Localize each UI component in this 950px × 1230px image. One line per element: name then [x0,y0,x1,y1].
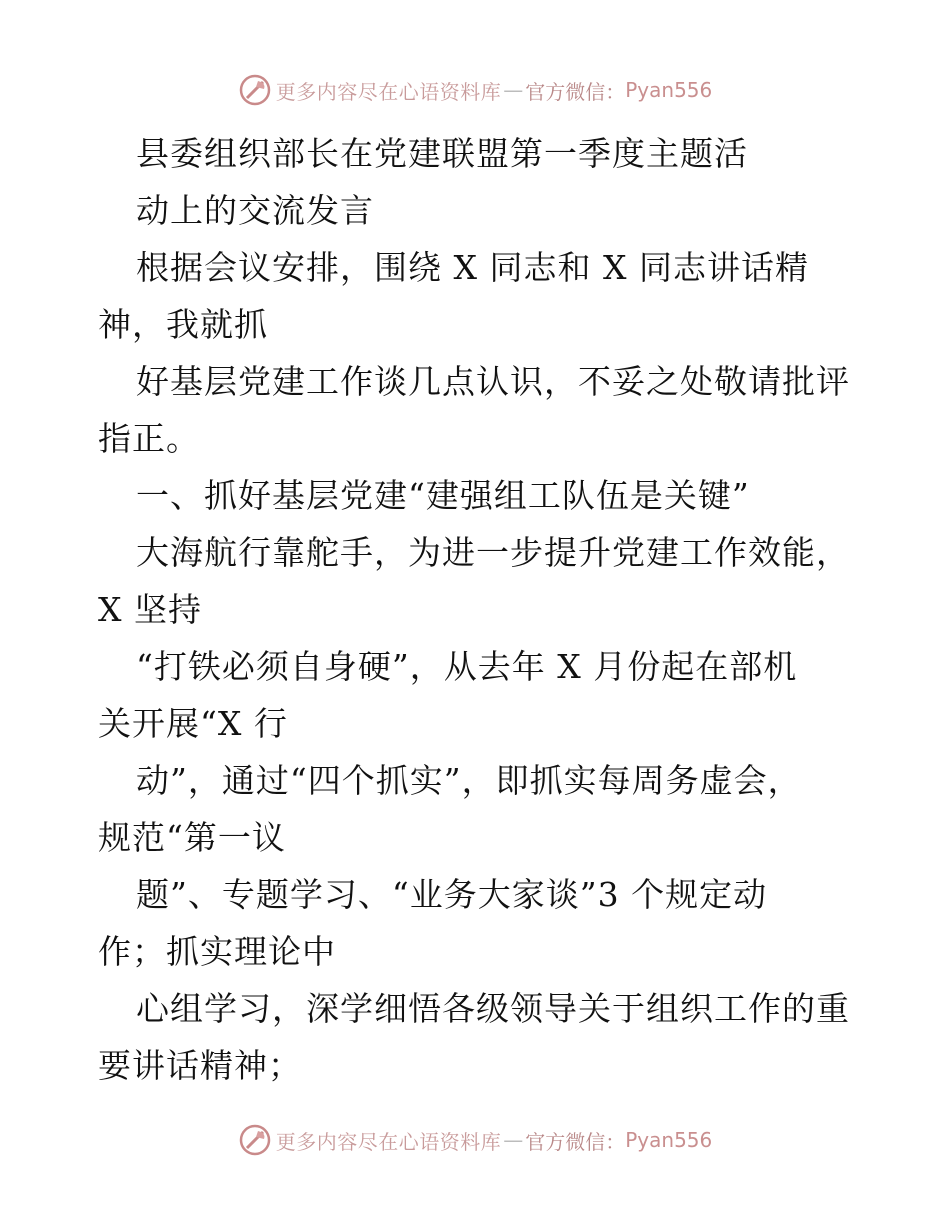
text-line: X 坚持 [98,590,202,629]
title-line-1: 县委组织部长在党建联盟第一季度主题活 [136,134,748,173]
watermark-separator: — [503,1128,524,1152]
watermark-wechat-id: Pyan556 [625,78,713,102]
watermark-site-text: 更多内容尽在心语资料库 [275,1129,502,1154]
text-line: 规范“第一议 [98,818,286,857]
text-line: 指正。 [98,419,200,458]
watermark-wechat-label: 官方微信： [525,1129,626,1154]
watermark-footer [0,1120,950,1160]
watermark-wechat-label: 官方微信： [525,79,626,104]
title-line-2: 动上的交流发言 [136,191,374,230]
watermark-wechat-id: Pyan556 [625,1128,713,1152]
text-line: 神，我就抓 [98,305,268,344]
watermark-separator: — [503,78,524,102]
document-body [98,125,858,1094]
watermark-header [0,70,950,110]
text-line: 根据会议安排，围绕 X 同志和 X 同志讲话精 [136,248,809,287]
section-heading: 一、抓好基层党建“建强组工队伍是关键” [136,476,750,515]
text-line: 大海航行靠舵手，为进一步提升党建工作效能， [136,533,850,572]
watermark-site-text: 更多内容尽在心语资料库 [275,79,502,104]
quill-logo-icon [238,73,272,107]
text-line: 关开展“X 行 [98,704,288,743]
text-line: 要讲话精神； [98,1046,302,1085]
text-line: 心组学习，深学细悟各级领导关于组织工作的重 [136,989,850,1028]
text-line: “打铁必须自身硬”，从去年 X 月份起在部机 [136,647,798,686]
text-line: 动”，通过“四个抓实”，即抓实每周务虚会， [136,761,802,800]
text-line: 题”、专题学习、“业务大家谈”3 个规定动 [136,875,768,914]
text-line: 好基层党建工作谈几点认识，不妥之处敬请批评 [136,362,850,401]
text-line: 作；抓实理论中 [98,932,336,971]
quill-logo-icon [238,1123,272,1157]
